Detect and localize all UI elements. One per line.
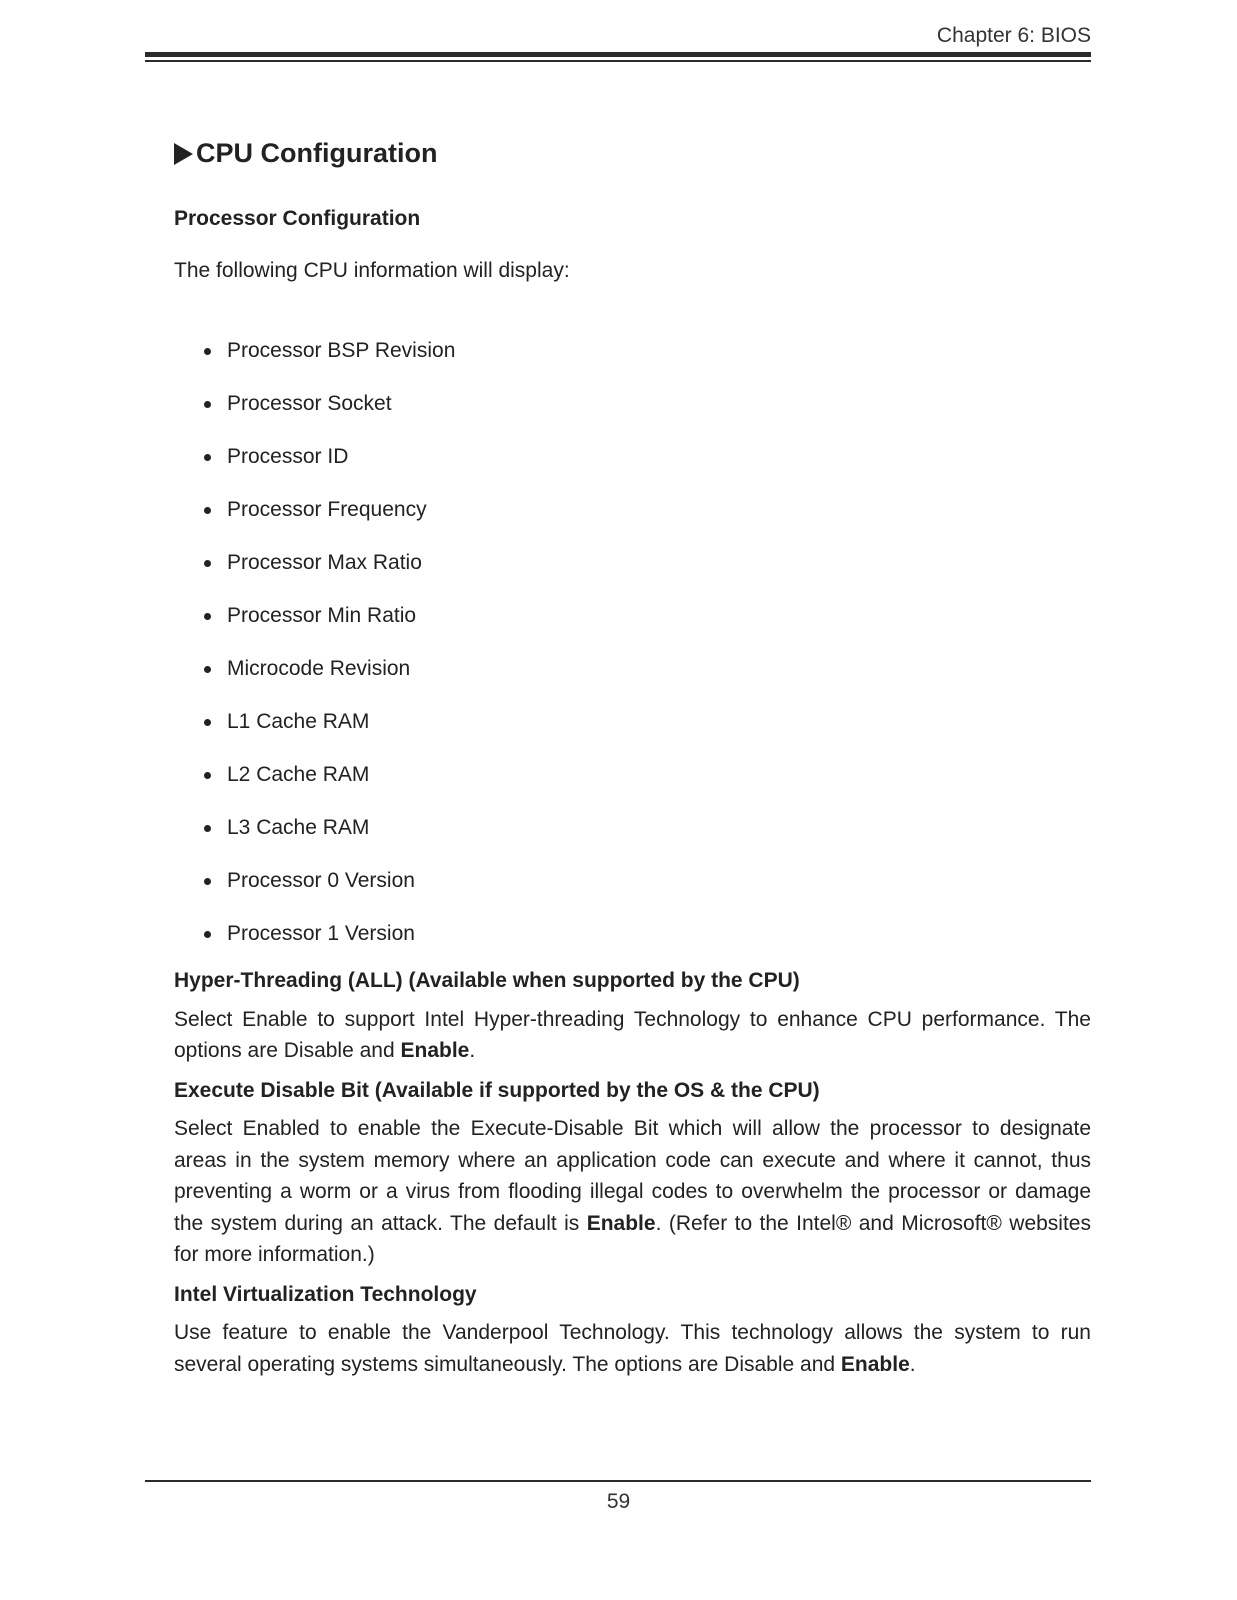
list-item bbox=[174, 388, 1091, 441]
default-option: Enable bbox=[586, 1211, 656, 1235]
bullet-icon bbox=[204, 719, 211, 726]
description-text: . bbox=[909, 1352, 916, 1376]
description-text: . bbox=[469, 1039, 476, 1062]
hyper-threading-heading: Hyper-Threading (ALL) (Available when supported by the CPU) bbox=[174, 969, 800, 992]
list-item-label: Processor Frequency bbox=[227, 498, 427, 521]
list-item-label: L2 Cache RAM bbox=[227, 763, 370, 786]
bullet-icon bbox=[204, 401, 211, 408]
bullet-icon bbox=[204, 772, 211, 779]
footer-rule bbox=[145, 1480, 1091, 1482]
list-item bbox=[174, 653, 1091, 706]
virtualization-block bbox=[174, 1279, 1091, 1381]
bullet-icon bbox=[204, 613, 211, 620]
list-item bbox=[174, 812, 1091, 865]
header-rule-thin bbox=[145, 60, 1091, 62]
list-item-label: Processor Max Ratio bbox=[227, 551, 422, 574]
default-option: Enable bbox=[840, 1352, 910, 1376]
chapter-header: Chapter 6: BIOS bbox=[936, 24, 1091, 47]
list-item bbox=[174, 918, 1091, 971]
list-item-label: Processor Min Ratio bbox=[227, 604, 417, 627]
list-item-label: Processor Socket bbox=[227, 392, 392, 415]
list-item bbox=[174, 441, 1091, 494]
triangle-bullet-icon bbox=[174, 143, 193, 165]
list-item-label: L1 Cache RAM bbox=[227, 710, 370, 733]
execute-disable-heading: Execute Disable Bit (Available if supported by the OS & the CPU) bbox=[174, 1078, 820, 1102]
list-item bbox=[174, 335, 1091, 388]
cpu-info-list bbox=[174, 335, 1091, 971]
page-number: 59 bbox=[606, 1490, 631, 1513]
description-text: Select Enable to support Intel Hyper-threading Technology to enhance CPU performance. The options are Disable and bbox=[174, 1007, 1091, 1062]
virtualization-description bbox=[174, 1317, 1091, 1380]
content bbox=[174, 203, 1091, 1380]
list-item bbox=[174, 865, 1091, 918]
execute-disable-description bbox=[174, 1113, 1091, 1271]
hyper-threading-block bbox=[174, 965, 1091, 1067]
bullet-icon bbox=[204, 878, 211, 885]
bullet-icon bbox=[204, 825, 211, 832]
virtualization-heading: Intel Virtualization Technology bbox=[174, 1282, 477, 1306]
list-item-label: Processor 1 Version bbox=[227, 922, 415, 945]
bullet-icon bbox=[204, 454, 211, 461]
list-item-label: Microcode Revision bbox=[227, 657, 411, 680]
list-item bbox=[174, 547, 1091, 600]
description-text: Use feature to enable the Vanderpool Technology. This technology allows the system to run several operating systems simultaneously. The options are Disable and bbox=[174, 1321, 1091, 1376]
list-item bbox=[174, 494, 1091, 547]
list-item bbox=[174, 706, 1091, 759]
list-item-label: Processor BSP Revision bbox=[227, 339, 456, 362]
bullet-icon bbox=[204, 931, 211, 938]
list-item bbox=[174, 759, 1091, 812]
list-item-label: Processor 0 Version bbox=[227, 869, 415, 892]
hyper-threading-description bbox=[174, 1004, 1091, 1067]
list-item-label: Processor ID bbox=[227, 445, 349, 468]
bullet-icon bbox=[204, 507, 211, 514]
processor-config-heading: Processor Configuration bbox=[174, 207, 421, 230]
section-title bbox=[174, 138, 437, 169]
bullet-icon bbox=[204, 348, 211, 355]
description-text: Select Enabled to enable the Execute-Disable Bit which will allow the processor to designate areas in the system memory where an application code can execute and where it cannot, thus preventing a worm or a virus from flooding illegal codes to overwhelm the processor or damage the system during an attack. The default is bbox=[174, 1117, 1091, 1235]
execute-disable-block bbox=[174, 1075, 1091, 1271]
header-rule-thick bbox=[145, 52, 1091, 57]
section-title-text: CPU Configuration bbox=[196, 138, 438, 168]
default-option: Enable bbox=[400, 1039, 470, 1062]
bullet-icon bbox=[204, 666, 211, 673]
list-item bbox=[174, 600, 1091, 653]
description-text: . (Refer to the Intel® and Microsoft® websites for more information.) bbox=[174, 1211, 1091, 1266]
bullet-icon bbox=[204, 560, 211, 567]
processor-config-intro: The following CPU information will display: bbox=[174, 258, 570, 282]
list-item-label: L3 Cache RAM bbox=[227, 816, 370, 839]
